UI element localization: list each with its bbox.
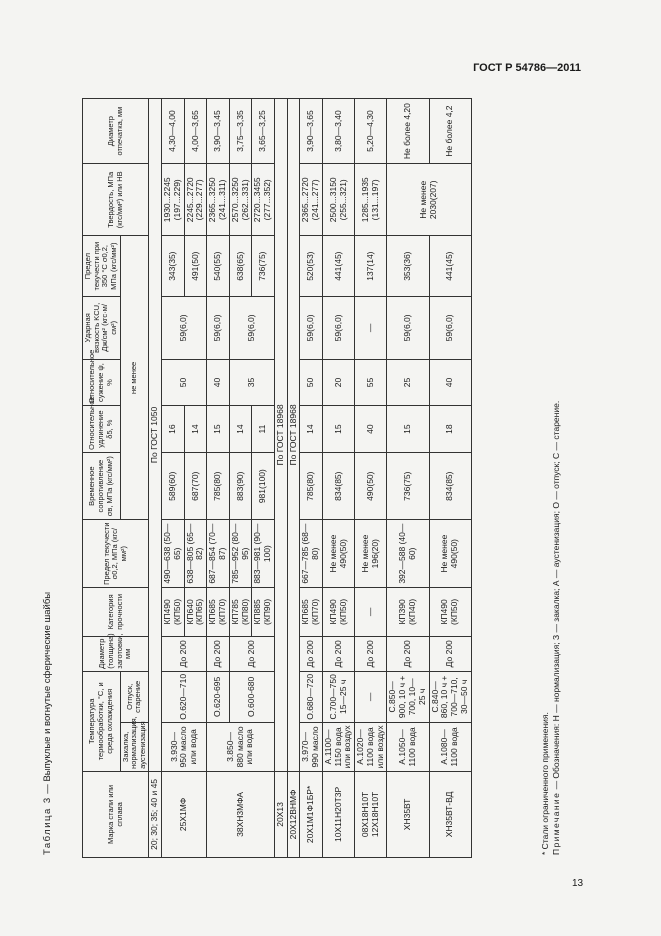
- cell-imprint: 4,30—4,00: [162, 99, 185, 164]
- cell-yield: 687—854 (70—87): [207, 520, 230, 588]
- cell-reduction: 40: [429, 359, 471, 406]
- cell-hardness: 2245...2720 (229...277): [184, 164, 207, 236]
- cell-yield: 392—588 (40—60): [387, 520, 429, 588]
- table-title: — Выпуклые и вогнутые сферические шайбы: [42, 591, 53, 797]
- cell-temper: —: [355, 671, 387, 722]
- cell-yield: 490—638 (50—65): [162, 520, 185, 588]
- note-text: — Обозначения: Н — нормализация; З — закалка; А — аустенизация; О — отпуск; С — старение.: [551, 400, 562, 792]
- cell-elongation: 14: [229, 406, 252, 453]
- cell-reduction: 50: [300, 359, 323, 406]
- cell-category: КП685 (КП70): [207, 587, 230, 636]
- cell-quench: А.1050—1100 вода: [387, 722, 429, 771]
- cell-impact: 59(6,0): [387, 296, 429, 359]
- cell-category: —: [355, 587, 387, 636]
- cell-elongation: 40: [355, 406, 387, 453]
- cell-imprint: 3,90—3,45: [207, 99, 230, 164]
- cell-diameter: До 200: [229, 636, 274, 671]
- cell-diameter: До 200: [207, 636, 230, 671]
- cell-tensile: 834(85): [322, 452, 354, 520]
- cell-grade: 10Х11Н20Т3Р: [322, 771, 354, 857]
- table-row: [387, 99, 429, 858]
- cell-temper: О.600-680: [229, 671, 274, 722]
- cell-tensile: 883(90): [229, 452, 252, 520]
- cell-elongation: 16: [162, 406, 185, 453]
- cell-diameter: До 200: [300, 636, 323, 671]
- table-label: Таблица 3: [42, 796, 53, 855]
- cell-impact: 59(6,0): [207, 296, 230, 359]
- table-row: [287, 99, 300, 858]
- cell-elongation: 15: [322, 406, 354, 453]
- cell-yield350: 736(75): [252, 236, 275, 297]
- cell-imprint: Не более 4,2: [429, 99, 471, 164]
- col-elongation: Относительное удлинение δ5, %: [83, 406, 121, 453]
- cell-imprint: 4,00—3,65: [184, 99, 207, 164]
- cell-temper: С.850—900, 10 ч + 700, 10—25 ч: [387, 671, 429, 722]
- cell-reduction: 50: [162, 359, 207, 406]
- cell-hardness: 1930...2245 (197...229): [162, 164, 185, 236]
- cell-elongation: 14: [184, 406, 207, 453]
- cell-quench: А.1100—1150 вода или воздух: [322, 722, 354, 771]
- col-diameter: Диаметр (толщина) заготовки, мм: [83, 636, 149, 671]
- cell-imprint: 3,90—3,65: [300, 99, 323, 164]
- table-row: [300, 99, 323, 858]
- cell-quench: 3.850—880 масло или вода: [207, 722, 275, 771]
- cell-reduction: 55: [355, 359, 387, 406]
- cell-yield350: 540(55): [207, 236, 230, 297]
- table-row: [322, 99, 354, 858]
- cell-yield350: 441(45): [322, 236, 354, 297]
- cell-impact: —: [355, 296, 387, 359]
- cell-impact: 59(6,0): [300, 296, 323, 359]
- cell-temper: О.620—710: [162, 671, 207, 722]
- cell-yield: Не менее 490(50): [429, 520, 471, 588]
- cell-tensile: 834(85): [429, 452, 471, 520]
- table-row: [355, 99, 387, 858]
- cell-elongation: 18: [429, 406, 471, 453]
- cell-hardness: 2365...3250 (241...311): [207, 164, 230, 236]
- cell-grade: ХН35ВТ: [387, 771, 429, 857]
- note-label: Примечание: [551, 791, 562, 855]
- cell-imprint: Не более 4,20: [387, 99, 429, 164]
- col-yield350: Предел текучести при 350 °С σ0,2, МПа (кгс/мм²): [83, 236, 121, 297]
- cell-temper: С.840—860, 10 ч + 700—710, 30—50 ч: [429, 671, 471, 722]
- cell-hardness: 2500...3150 (255...321): [322, 164, 354, 236]
- cell-standard: По ГОСТ 1050: [149, 99, 162, 772]
- table-row: [149, 99, 162, 858]
- table-row: [162, 99, 185, 858]
- cell-temper: О.680—720: [300, 671, 323, 722]
- table-row: [207, 99, 230, 858]
- note-line: [551, 115, 562, 855]
- cell-category: КП785 (КП80): [229, 587, 252, 636]
- cell-grade: 38ХН3МФА: [207, 771, 275, 857]
- cell-category: КП390 (КП40): [387, 587, 429, 636]
- cell-quench: 3.930—950 масло или вода: [162, 722, 207, 771]
- cell-grade: ХН35ВТ-ВД: [429, 771, 471, 857]
- col-tensile: Временное сопротивление σв, МПа (кгс/мм²): [83, 452, 121, 520]
- cell-quench: А.1080—1100 вода: [429, 722, 471, 771]
- cell-impact: 59(6,0): [429, 296, 471, 359]
- cell-yield350: 491(50): [184, 236, 207, 297]
- cell-hardness: 2720...3455 (277...352): [252, 164, 275, 236]
- cell-grade: 08Х18Н10Т 12Х18Н10Т: [355, 771, 387, 857]
- cell-tensile: 687(70): [184, 452, 207, 520]
- cell-yield350: 343(35): [162, 236, 185, 297]
- cell-yield: Не менее 196(20): [355, 520, 387, 588]
- cell-hardness: 2365...2720 (241...277): [300, 164, 323, 236]
- cell-temper: О.620-695: [207, 671, 230, 722]
- cell-hardness: 1285...1935 (131...197): [355, 164, 387, 236]
- cell-impact: 59(6,0): [162, 296, 207, 359]
- cell-yield350: 638(65): [229, 236, 252, 297]
- cell-elongation: 15: [387, 406, 429, 453]
- cell-diameter: До 200: [162, 636, 207, 671]
- cell-yield: 785—952 (80—95): [229, 520, 252, 588]
- cell-elongation: 15: [207, 406, 230, 453]
- cell-yield350: 137(14): [355, 236, 387, 297]
- cell-imprint: 5,20—4,30: [355, 99, 387, 164]
- cell-hardness: 2570...3250 (262...331): [229, 164, 252, 236]
- table-caption: [42, 592, 53, 855]
- cell-reduction: 20: [322, 359, 354, 406]
- cell-tensile: 589(60): [162, 452, 185, 520]
- col-imprint: Диаметр отпечатка, мм: [83, 99, 149, 164]
- cell-standard: По ГОСТ 18968: [274, 99, 287, 772]
- cell-impact: 59(6,0): [322, 296, 354, 359]
- cell-imprint: 3,80—3,40: [322, 99, 354, 164]
- cell-diameter: До 200: [355, 636, 387, 671]
- cell-yield: 638—805 (65—82): [184, 520, 207, 588]
- col-hardness: Твердость, МПа (кгс/мм²) или HB: [83, 164, 149, 236]
- cell-category: КП640 (КП65): [184, 587, 207, 636]
- col-category: Категория прочности: [83, 587, 149, 636]
- cell-tensile: 981(100): [252, 452, 275, 520]
- cell-grade: 25Х1МФ: [162, 771, 207, 857]
- col-temper: Отпуск, старение: [120, 671, 149, 722]
- cell-yield: 667—785 (68—80): [300, 520, 323, 588]
- footnote-star: * Стали ограниченного применения.: [540, 712, 550, 855]
- col-quench: Закалка, нормализация, аустенизация: [120, 722, 149, 771]
- cell-category: КП685 (КП70): [300, 587, 323, 636]
- cell-grade: 20; 30; 35; 40 и 45: [149, 771, 162, 857]
- cell-category: КП490 (КП50): [429, 587, 471, 636]
- col-grade: Марка стали или сплава: [83, 771, 149, 857]
- table-notes: [540, 115, 563, 855]
- cell-hardness: Не менее 2030(207): [387, 164, 471, 236]
- document-header: ГОСТ Р 54786—2011: [473, 62, 581, 74]
- cell-yield350: 441(45): [429, 236, 471, 297]
- cell-imprint: 3,65—3,25: [252, 99, 275, 164]
- cell-yield350: 520(53): [300, 236, 323, 297]
- cell-diameter: До 200: [387, 636, 429, 671]
- cell-grade: 20Х1М1Ф1БР*: [300, 771, 323, 857]
- header-row: [83, 99, 121, 858]
- cell-category: КП490 (КП50): [322, 587, 354, 636]
- cell-quench: А.1020—1100 вода или воздух: [355, 722, 387, 771]
- cell-standard: По ГОСТ 18968: [287, 99, 300, 772]
- not-less-label: не менее: [120, 236, 149, 520]
- cell-category: КП490 (КП50): [162, 587, 185, 636]
- cell-grade: 20Х13: [274, 771, 287, 857]
- cell-category: КП885 (КП90): [252, 587, 275, 636]
- cell-tensile: 736(75): [387, 452, 429, 520]
- cell-diameter: До 200: [429, 636, 471, 671]
- cell-reduction: 40: [207, 359, 230, 406]
- cell-grade: 20Х12ВНМФ: [287, 771, 300, 857]
- col-thermo: Температура термообработки, °С, и среда охлаждения: [83, 671, 121, 771]
- rotated-table-block: [42, 98, 582, 858]
- page-number: 13: [572, 878, 584, 889]
- cell-reduction: 35: [229, 359, 274, 406]
- cell-tensile: 785(80): [300, 452, 323, 520]
- cell-imprint: 3,75—3,35: [229, 99, 252, 164]
- cell-tensile: 490(50): [355, 452, 387, 520]
- cell-tensile: 785(80): [207, 452, 230, 520]
- cell-elongation: 14: [300, 406, 323, 453]
- mechanical-properties-table: [82, 98, 472, 858]
- cell-reduction: 25: [387, 359, 429, 406]
- cell-quench: 3.970—990 масло: [300, 722, 323, 771]
- cell-elongation: 11: [252, 406, 275, 453]
- col-impact: Ударная вязкость KCU, Дж/см² (кгс·м/см²): [83, 296, 121, 359]
- cell-impact: 59(6,0): [229, 296, 274, 359]
- cell-yield: Не менее 490(50): [322, 520, 354, 588]
- col-yield: Предел текучести σ0,2, МПа (кгс/мм²): [83, 520, 149, 588]
- cell-yield350: 353(36): [387, 236, 429, 297]
- cell-yield: 883—981 (90—100): [252, 520, 275, 588]
- cell-diameter: До 200: [322, 636, 354, 671]
- cell-temper: С.700—750 15—25 ч: [322, 671, 354, 722]
- col-reduction: Относительное сужение ψ, %: [83, 359, 121, 406]
- table-row: [274, 99, 287, 858]
